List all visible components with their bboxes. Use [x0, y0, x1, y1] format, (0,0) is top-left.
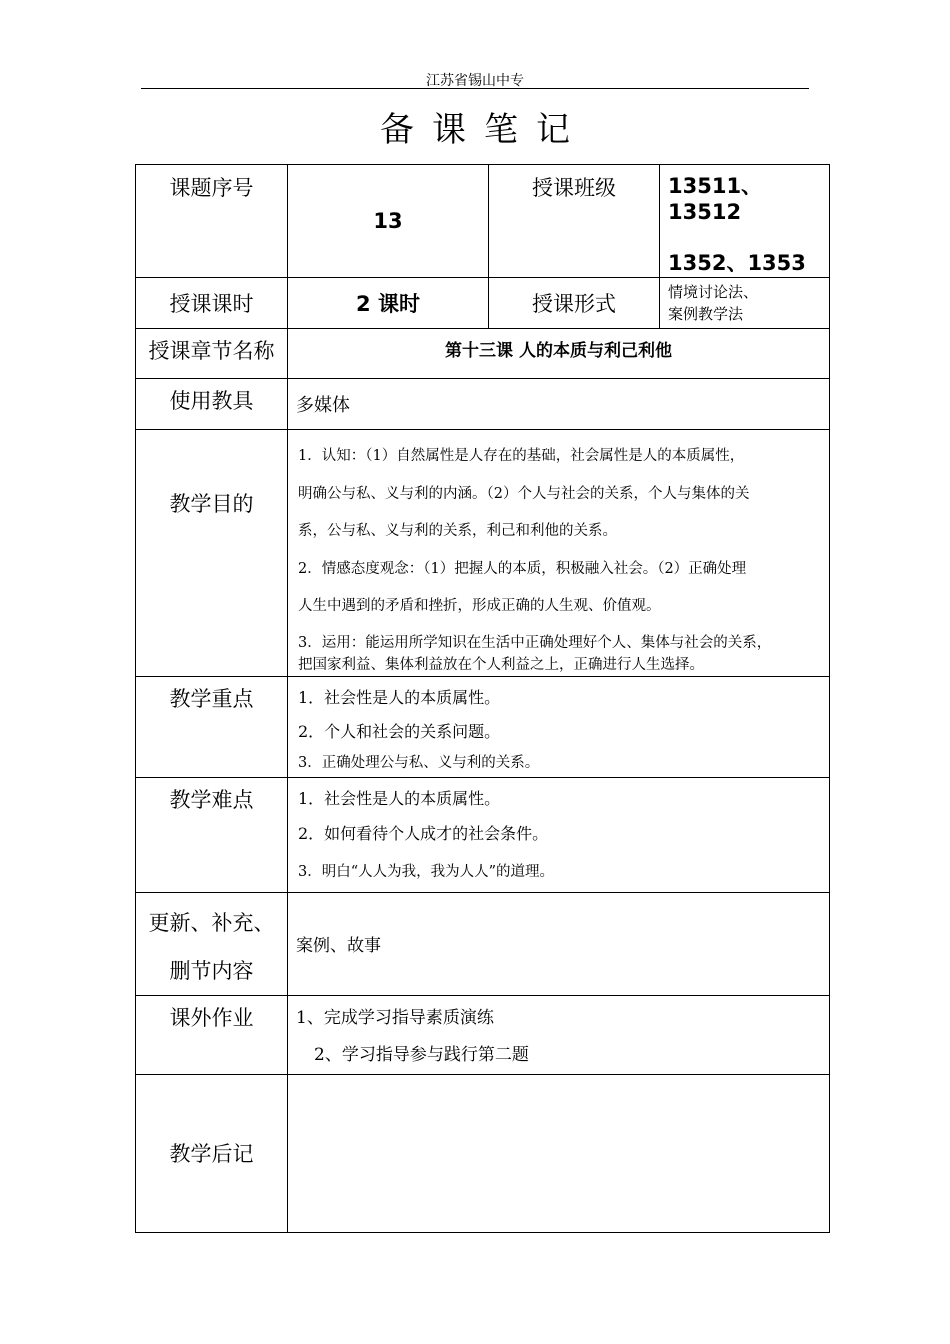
updates-content: 案例、故事: [288, 892, 830, 995]
objective-line: 把国家利益、集体利益放在个人利益之上，正确进行人生选择。: [298, 656, 704, 673]
row-hours-form: [136, 278, 830, 329]
label-chapter: 授课章节名称: [136, 329, 288, 379]
objective-line: 明确公与私、义与利的内涵。（2）个人与社会的关系，个人与集体的关: [298, 485, 750, 502]
document-title: 备课笔记: [380, 110, 588, 150]
homework-content: [288, 995, 830, 1074]
label-tools: 使用教具: [136, 379, 288, 430]
label-form: 授课形式: [489, 278, 660, 329]
topic-no-value: 13: [288, 165, 489, 278]
objective-line: 人生中遇到的矛盾和挫折，形成正确的人生观、价值观。: [298, 598, 661, 614]
afterword-content[interactable]: [288, 1074, 830, 1232]
objectives-content: [288, 430, 830, 677]
school-header: 江苏省锡山中专: [426, 73, 524, 89]
row-tools: [136, 379, 830, 430]
row-afterword: [136, 1074, 830, 1232]
label-topic-no: 课题序号: [136, 165, 288, 278]
label-updates: [136, 892, 288, 995]
objective-line: 3．运用：能运用所学知识在生活中正确处理好个人、集体与社会的关系，: [298, 634, 772, 651]
row-difficulties: [136, 777, 830, 892]
key-points-content: [288, 676, 830, 777]
class-line-2: 1352、1353: [668, 251, 806, 275]
label-updates-line-1: 更新、补充、: [148, 910, 275, 935]
form-line-1: 情境讨论法、: [668, 283, 759, 301]
objective-line: 系，公与私、义与利的关系，利己和利他的关系。: [298, 523, 617, 539]
class-value: [660, 165, 830, 278]
tools-value: 多媒体: [288, 379, 830, 430]
row-objectives: [136, 430, 830, 677]
chapter-value: 第十三课 人的本质与利己利他: [288, 329, 830, 379]
row-chapter: [136, 329, 830, 379]
label-class: 授课班级: [489, 165, 660, 278]
key-point-line: 3．正确处理公与私、义与利的关系。: [298, 754, 540, 771]
objective-line: 1．认知：（1）自然属性是人存在的基础，社会属性是人的本质属性，: [298, 448, 745, 464]
lesson-plan-table: [135, 164, 830, 1233]
homework-line: 2、学习指导参与践行第二题: [314, 1044, 529, 1065]
row-updates: [136, 892, 830, 995]
label-objectives: 教学目的: [136, 430, 288, 677]
key-point-line: 2．个人和社会的关系问题。: [298, 721, 501, 741]
row-key-points: [136, 676, 830, 777]
homework-line: 1、完成学习指导素质演练: [296, 1007, 494, 1028]
key-point-line: 1．社会性是人的本质属性。: [298, 687, 501, 707]
difficulty-line: 1．社会性是人的本质属性。: [298, 788, 501, 808]
label-key-points: 教学重点: [136, 676, 288, 777]
form-value: [660, 278, 830, 329]
header-rule: [141, 88, 809, 89]
label-hours: 授课课时: [136, 278, 288, 329]
difficulties-content: [288, 777, 830, 892]
label-homework: 课外作业: [136, 995, 288, 1074]
hours-value: 2 课时: [288, 278, 489, 329]
label-difficulties: 教学难点: [136, 777, 288, 892]
difficulty-line: 2．如何看待个人成才的社会条件。: [298, 823, 549, 843]
label-updates-line-2: 删节内容: [169, 958, 254, 983]
label-afterword: 教学后记: [136, 1074, 288, 1232]
form-line-2: 案例教学法: [668, 305, 744, 323]
class-line-1: 13511、13512: [668, 174, 763, 224]
row-topic-class: [136, 165, 830, 278]
objective-line: 2．情感态度观念：（1）把握人的本质，积极融入社会。（2）正确处理: [298, 560, 747, 577]
difficulty-line: 3．明白“人人为我，我为人人”的道理。: [298, 863, 555, 880]
row-homework: [136, 995, 830, 1074]
